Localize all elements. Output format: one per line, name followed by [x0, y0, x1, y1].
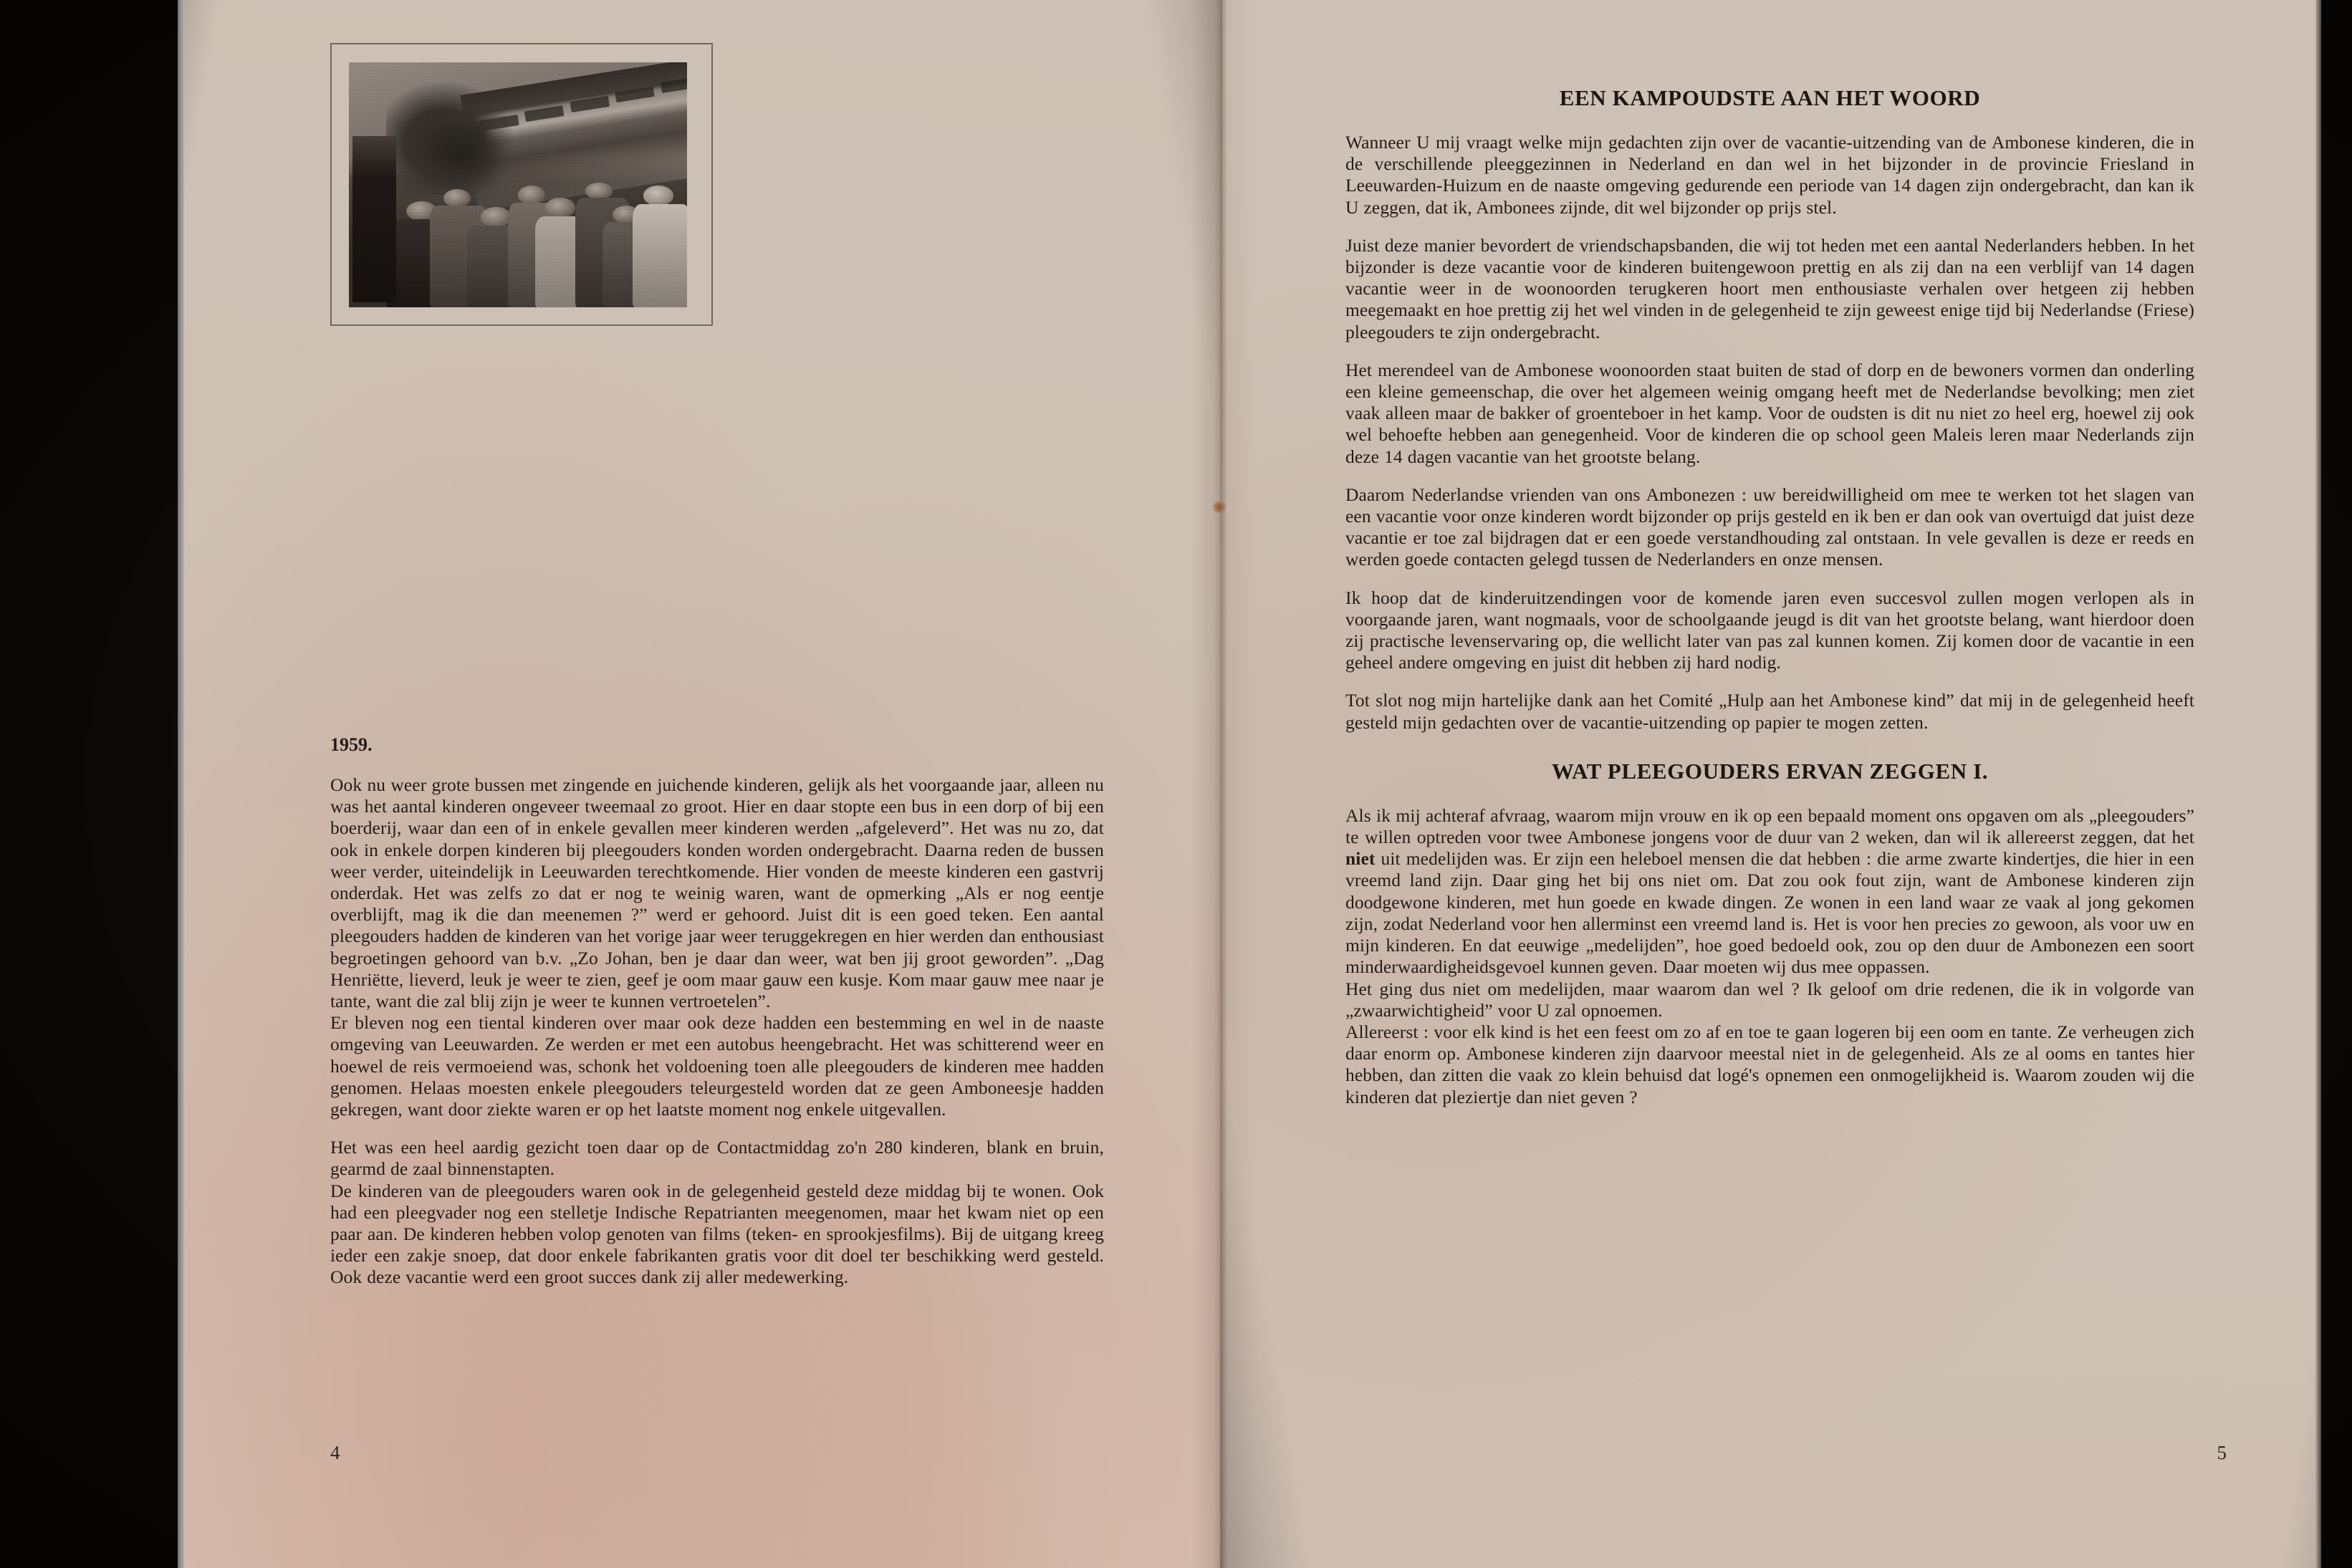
paragraph: Als ik mij achteraf afvraag, waarom mijn vrouw en ik op een bepaald moment ons opgaven om als „pleegouders” te willen optreden voor twee Ambonese jongens voor de duur van 2 weken, dan wil ik allereerst zeggen, dat het niet uit medelijden was. Er zijn een heleboel mensen die dat hebben : die arme zwarte kindertjes, die hier in een vreemd land zijn. Daar ging het bij ons niet om. Dat zou ook fout zijn, want de Ambonese kinderen zijn doodgewone kinderen, met hun goede en kwade dingen. Ze wonen in een land waar ze vaak al jong gekomen zijn, zodat Nederland voor hen allerminst een vreemd land is. Het is voor hen precies zo gewoon, als voor uw en mijn kinderen. En dat eeuwige „medelijden”, hoe goed bedoeld ook, zou op den duur de Ambonezen een soort minderwaardigheidsgevoel kunnen geven. Daar moeten wij dus mee oppassen. — [1345, 804, 2194, 978]
section-year-heading: 1959. — [330, 734, 373, 755]
paragraph-gap — [1345, 673, 2194, 690]
paragraph-gap — [330, 1120, 1104, 1137]
paragraph: Wanneer U mij vraagt welke mijn gedachten zijn over de vacantie-uitzending van de Ambonese kinderen, die in de verschillende pleeggezinnen in Nederland en dan wel in het bijzonder in de provincie Friesland in Leeuwarden-Huizum en de naaste omgeving gedurende een periode van 14 dagen zijn ondergebracht, dan kan ik U zeggen, dat ik, Ambonees zijnde, dit wel bijzonder op prijs stel. — [1345, 132, 2194, 218]
paragraph: Het was een heel aardig gezicht toen daar op de Contactmiddag zo'n 280 kinderen, blank en bruin, gearmd de zaal binnenstapten. — [330, 1137, 1104, 1180]
paragraph-gap — [1345, 218, 2194, 235]
paragraph: Het merendeel van de Ambonese woonoorden staat buiten de stad of dorp en de bewoners vormen dan onderling een kleine gemeenschap, die over het algemeen weinig omgang heeft met de Nederlandse bevolking; men ziet vaak alleen maar de bakker of groenteboer in het kamp. Voor de oudsten is dit nu niet zo heel erg, hoewel zij ook wel behoefte hebben aan genegenheid. Voor de kinderen die op school geen Maleis leren maar Nederlands zijn deze 14 dagen vacantie van het grootste belang. — [1345, 359, 2194, 467]
right-body-text-section-two — [1345, 805, 2194, 1108]
page-edge-left — [178, 0, 184, 1568]
folio-left: 4 — [330, 1442, 340, 1463]
halftone-grain — [349, 62, 687, 307]
emphasised-word: niet — [1345, 848, 1376, 870]
heading-een-kampoudste: EEN KAMPOUDSTE AAN HET WOORD — [1559, 85, 1981, 110]
paragraph-gap — [1345, 571, 2194, 587]
paragraph: Daarom Nederlandse vrienden van ons Ambonezen : uw bereidwilligheid om mee te werken tot het slagen van een vacantie voor onze kinderen wordt bijzonder op prijs gesteld en ik ben er dan ook van overtuigd dat juist deze vacantie er toe zal bijdragen dat er een goede verstandhouding zal ontstaan. In vele gevallen is deze er reeds en werden goede contacten gelegd tussen de Nederlanders en onze mensen. — [1345, 484, 2194, 570]
left-page-text-column — [330, 734, 1104, 1289]
left-page — [178, 0, 1220, 1568]
paragraph: Tot slot nog mijn hartelijke dank aan het Comité „Hulp aan het Ambonese kind” dat mij in de gelegenheid heeft gesteld mijn gedachten over de vacantie-uitzending op papier te mogen zetten. — [1345, 690, 2194, 733]
paragraph-gap — [1345, 343, 2194, 360]
paragraph: Ik hoop dat de kinderuitzendingen voor de komende jaren even succesvol zullen mogen verlopen als in voorgaande jaren, want nogmaals, voor de schoolgaande jeugd is dit van het grootste belang, want hierdoor doen zij practische levenservaring op, die wellicht later van pas zal kunnen komen. Zij komen door de vacantie in een geheel andere omgeving en juist dit hebben zij hard nodig. — [1345, 587, 2194, 673]
folio-right: 5 — [2217, 1442, 2227, 1463]
right-page-text-column — [1345, 86, 2194, 1108]
paragraph: Allereerst : voor elk kind is het een feest om zo af en toe te gaan logeren bij een oom en tante. Ze verheugen zich daar enorm op. Ambonese kinderen zijn daarvoor meestal niet in de gelegenheid. Als ze al ooms en tantes hier hebben, dan zitten die vaak zo klein behuisd dat logé's opnemen een onmogelijkheid is. Waarom zouden wij die kinderen dat pleziertje dan niet geven ? — [1345, 1021, 2194, 1107]
heading-wat-pleegouders: WAT PLEEGOUDERS ERVAN ZEGGEN I. — [1551, 758, 1989, 784]
photo-plate — [330, 43, 713, 326]
book-spread — [178, 0, 2320, 1568]
paragraph-gap — [1345, 468, 2194, 484]
paragraph: De kinderen van de pleegouders waren ook in de gelegenheid gesteld deze middag bij te wonen. Ook had een pleegvader nog een stelletje Indische Repatrianten meegenomen, maar het kwam niet op een paar aan. De kinderen hebben volop genoten van films (teken- en sprookjesfilms). Bij de uitgang kreeg ieder een zakje snoep, dat door enkele fabrikanten gratis voor dit doel ter beschikking werd gesteld. Ook deze vacantie werd een groot succes dank zij aller medewerking. — [330, 1180, 1104, 1288]
paragraph: Juist deze manier bevordert de vriendschapsbanden, die wij tot heden met een aantal Nederlanders hebben. In het bijzonder is deze vacantie voor de kinderen buitengewoon prettig en als zij dan na een verblijf van 14 dagen vacantie weer in de woonoorden terugkeren hoort men enthousiaste verhalen over hetgeen zij hebben meegemaakt en hoe prettig zij het wel vinden in de gelegenheid te zijn geweest enige tijd bij Nederlandse (Friese) pleegouders te zijn ondergebracht. — [1345, 234, 2194, 342]
photograph — [349, 62, 687, 307]
right-page — [1220, 0, 2320, 1568]
paragraph: Het ging dus niet om medelijden, maar waarom dan wel ? Ik geloof om drie redenen, die ik in volgorde van „zwaarwichtigheid” voor U zal opnoemen. — [1345, 978, 2194, 1021]
paragraph: Er bleven nog een tiental kinderen over maar ook deze hadden een bestemming en wel in de naaste omgeving van Leeuwarden. Ze werden er met een autobus heengebracht. Het was schitterend weer en hoewel de reis vermoeiend was, schonk het voldoening toen alle pleegouders de kinderen mee hadden genomen. Helaas moesten enkele pleegouders teleurgesteld worden dat ze geen Amboneesje hadden gekregen, want door ziekte waren er op het laatste moment nog enkele uitgevallen. — [330, 1012, 1104, 1120]
paragraph: Ook nu weer grote bussen met zingende en juichende kinderen, gelijk als het voorgaande jaar, alleen nu was het aantal kinderen ongeveer tweemaal zo groot. Hier en daar stopte een bus in een dorp of bij een boerderij, waar dan een of in enkele gevallen meer kinderen werden „afgeleverd”. Het was nu zo, dat ook in enkele dorpen kinderen bij pleegouders konden worden ondergebracht. Daarna reden de bussen weer verder, uiteindelijk in Leeuwarden terechtkomende. Hier vonden de meeste kinderen een gastvrij onderdak. Het was zelfs zo dat er nog te weinig waren, want de opmerking „Als er nog eentje overblijft, mag ik die dan meenemen ?” werd er gehoord. Juist dit is een goed teken. Een aantal pleegouders hadden de kinderen van het vorige jaar weer teruggekregen en hier werden dan enthousiast begroetingen gehoord van b.v. „Zo Johan, ben je daar dan weer, wat ben jij groot geworden”. „Dag Henriëtte, lieverd, leuk je weer te zien, geef je oom maar gauw een kusje. Kom maar gauw mee naar je tante, want die zal blij zijn je weer te kunnen vertroetelen”. — [330, 774, 1104, 1012]
paper-stain — [1211, 501, 1227, 513]
spine-crease — [1220, 0, 1222, 1568]
left-body-text — [330, 774, 1104, 1289]
photo-image — [349, 62, 687, 307]
right-body-text-section-one — [1345, 132, 2194, 734]
page-edge-right — [2315, 0, 2321, 1568]
